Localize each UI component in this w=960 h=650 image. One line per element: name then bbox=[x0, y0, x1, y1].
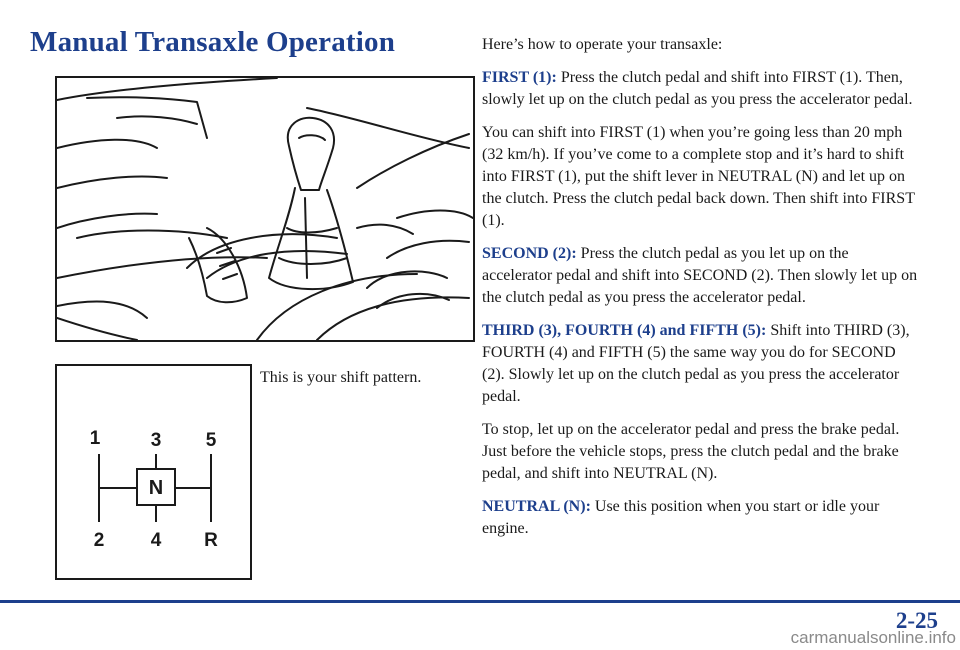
intro-paragraph: Here’s how to operate your transaxle: bbox=[482, 36, 723, 53]
second-gear-text: Press the clutch pedal as you let up on the accelerator pedal and shift into SECOND (2). Then slowly let up on the clutch pedal as you press the accelerator pedal. bbox=[482, 245, 918, 306]
neutral-heading: NEUTRAL (N): bbox=[482, 498, 591, 515]
shift-lever-illustration bbox=[55, 76, 475, 342]
page-number: 2-25 bbox=[895, 608, 938, 633]
footer-rule bbox=[0, 600, 960, 603]
second-gear-heading: SECOND (2): bbox=[482, 245, 577, 262]
gear-1-label: 1 bbox=[89, 428, 101, 449]
stopping-paragraph: To stop, let up on the accelerator pedal and press the brake pedal. Just before the vehicle stops, press the clutch pedal and the brake pedal, and shift into NEUTRAL (N). bbox=[482, 421, 900, 482]
figure-caption: This is your shift pattern. bbox=[260, 369, 422, 386]
neutral-label: N bbox=[148, 477, 164, 499]
first-gear-note: You can shift into FIRST (1) when you’re going less than 20 mph (32 km/h). If you’ve come to a complete stop and it’s hard to shift into FIRST (1), put the shift lever in NEUTRAL (N) and let up on the clutch. Press the clutch pedal back down. Then shift into FIRST (1). bbox=[482, 124, 915, 229]
neutral-paragraph bbox=[482, 496, 922, 540]
first-gear-paragraph bbox=[482, 67, 922, 111]
second-gear-paragraph bbox=[482, 243, 922, 309]
shift-pattern-graphic bbox=[57, 366, 250, 578]
gear-2-label: 2 bbox=[93, 530, 105, 551]
gear-r-label: R bbox=[204, 530, 218, 551]
gear-4-label: 4 bbox=[150, 530, 162, 551]
shift-lever-drawing bbox=[57, 78, 473, 340]
gear-3-label: 3 bbox=[150, 430, 162, 451]
instructions-column bbox=[482, 34, 922, 551]
third-fifth-gear-heading: THIRD (3), FOURTH (4) and FIFTH (5): bbox=[482, 322, 767, 339]
gear-5-label: 5 bbox=[205, 430, 217, 451]
third-fifth-gear-text: Shift into THIRD (3), FOURTH (4) and FIFTH (5) the same way you do for SECOND (2). Slowly let up on the clutch pedal as you press the accelerator pedal. bbox=[482, 322, 910, 405]
first-gear-text: Press the clutch pedal and shift into FIRST (1). Then, slowly let up on the clutch pedal as you press the accelerator pedal. bbox=[482, 69, 913, 108]
shift-pattern-diagram bbox=[55, 364, 252, 580]
neutral-text: Use this position when you start or idle your engine. bbox=[482, 498, 880, 537]
page-title: Manual Transaxle Operation bbox=[30, 26, 396, 58]
watermark: carmanualsonline.info bbox=[790, 628, 956, 647]
third-fifth-gear-paragraph bbox=[482, 320, 922, 408]
first-gear-heading: FIRST (1): bbox=[482, 69, 557, 86]
